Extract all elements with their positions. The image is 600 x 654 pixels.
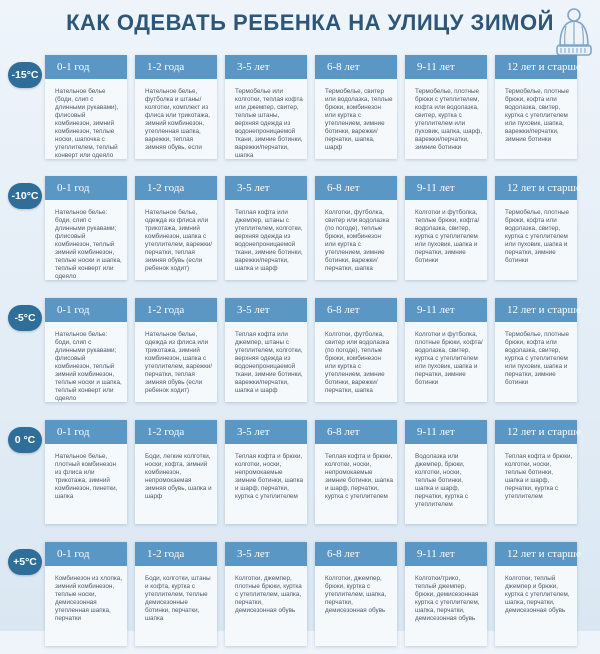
age-group-label: 3-5 лет	[225, 55, 307, 79]
age-card	[495, 420, 581, 524]
age-card	[45, 176, 127, 280]
temperature-row	[0, 55, 600, 167]
temperature-row	[0, 542, 600, 654]
age-group-label: 9-11 лет	[405, 176, 487, 200]
age-group-label: 1-2 года	[135, 298, 217, 322]
age-card	[225, 55, 307, 159]
age-card	[405, 542, 487, 646]
clothing-list: Колготки, футболка, свитер или водолазка (по погоде), теплые брюки, комбинезон или куртка с утеплением, зимние ботинки, варежки/перчатки, шапка	[325, 331, 390, 394]
age-card	[225, 298, 307, 402]
clothing-list: Водолазка или джемпер, брюки, колготки, носки, теплые ботинки, шапка и шарф, перчатки, куртка с утеплителем	[415, 453, 469, 508]
clothing-list: Колготки, футболка, свитер или водолазка (по погоде), теплые брюки, комбинезон или куртка с утеплением, зимние ботинки, варежки/перчатки, шапка	[325, 209, 390, 272]
age-group-label: 0-1 год	[45, 55, 127, 79]
clothing-list: Боди, колготки, штаны и кофта, куртка с утеплителем, теплые демисезонные ботинки, перчатки, шапка	[145, 575, 211, 622]
age-group-label: 1-2 года	[135, 542, 217, 566]
age-card	[225, 176, 307, 280]
age-group-label: 1-2 года	[135, 55, 217, 79]
clothing-list: Термобелье, плотные брюки, кофта или водолазка, свитер, куртка с утеплителем или пуховик, шапка, варежки/перчатки, зимние ботинки	[505, 88, 570, 143]
clothing-list: Термобелье или колготки, теплая кофта или джемпер, свитер, теплые штаны, верхняя одежда из водонепроницаемой ткани, зимние ботинки, варежки/перчатки, шапка	[235, 88, 303, 159]
clothing-list: Нательное белье, одежда из флиса или трикотажа, зимний комбинезон, шапка с утеплителем, варежки/перчатки, теплая зимняя обувь (если ребенок ходит)	[145, 209, 213, 272]
age-card	[315, 176, 397, 280]
age-card	[225, 542, 307, 646]
age-card	[495, 298, 581, 402]
clothing-list: Колготки и футболка, плотные брюки, кофта/водолазка, свитер, куртка с утеплителем или пуховик, шапка и перчатки, зимние ботинки	[415, 331, 483, 386]
age-card	[315, 420, 397, 524]
clothing-list: Нательное белье (боди, слип с длинными рукавами), флисовый комбинезон, зимний комбинезон, теплые носки, шапочка с утеплителем, теплый конверт или одеяло	[55, 88, 119, 159]
age-card	[315, 542, 397, 646]
clothing-list: Боди, легкие колготки, носки, кофта, зимний комбинезон, непромокаемая зимняя обувь, шапка и шарф	[145, 453, 212, 500]
age-card	[135, 176, 217, 280]
age-group-label: 12 лет и старше	[495, 55, 577, 79]
age-group-label: 0-1 год	[45, 542, 127, 566]
age-card	[45, 298, 127, 402]
age-card	[45, 420, 127, 524]
temperature-badge: -10°C	[8, 183, 42, 209]
temperature-row	[0, 176, 600, 288]
age-card	[315, 298, 397, 402]
clothing-list: Нательное белье, футболка и штаны/колготки, комплект из флиса или трикотажа, зимний комбинезон, утепленная шапка, варежки, теплая зимняя обувь, если	[145, 88, 210, 151]
age-group-label: 9-11 лет	[405, 298, 487, 322]
clothing-list: Колготки, теплый джемпер и брюки, куртка с утеплителем, шапка, перчатки, демисезонная обувь	[505, 575, 570, 614]
age-card	[495, 542, 581, 646]
clothing-list: Теплая кофта и брюки, колготки, носки, теплые ботинки, шапка и шарф, перчатки, куртка с утеплителем	[505, 453, 573, 500]
age-group-label: 0-1 год	[45, 176, 127, 200]
age-group-label: 12 лет и старше	[495, 542, 577, 566]
clothing-list: Колготки/трико, теплый джемпер, брюки, демисезонная куртка с утеплителем, шапка, перчатки, демисезонная обувь	[415, 575, 480, 622]
age-group-label: 12 лет и старше	[495, 176, 577, 200]
age-card	[495, 176, 581, 280]
age-group-label: 6-8 лет	[315, 176, 397, 200]
age-card	[405, 176, 487, 280]
age-group-label: 3-5 лет	[225, 298, 307, 322]
clothing-list: Термобелье, плотные брюки с утеплителем, кофта или водолазка, свитер, куртка с утеплителем или пуховик, шапка, шарф, варежки/перчатки, зимние ботинки	[415, 88, 483, 151]
clothing-list: Теплая кофта или джемпер, штаны с утеплителем, колготки, верхняя одежда из водонепроницаемой ткани, зимние ботинки, варежки/перчатки, шапка и шарф	[235, 209, 303, 272]
clothing-list: Колготки, джемпер, плотные брюки, куртка с утеплителем, шапка, перчатки, демисезонная обувь	[235, 575, 302, 614]
temperature-badge: -15°C	[8, 62, 42, 88]
age-group-label: 1-2 года	[135, 176, 217, 200]
clothing-list: Теплая кофта и брюки, колготки, носки, непромокаемые зимние ботинки, шапка и шарф, перчатки, куртка с утеплителем	[325, 453, 393, 500]
age-group-label: 3-5 лет	[225, 176, 307, 200]
temperature-badge: -5°C	[8, 305, 42, 331]
clothing-list: Термобелье, свитер или водолазка, теплые брюки, комбинезон или куртка с утеплением, зимние ботинки, варежки/перчатки, шапка, шарф	[325, 88, 393, 151]
age-group-label: 6-8 лет	[315, 298, 397, 322]
temperature-row	[0, 298, 600, 410]
temperature-row	[0, 420, 600, 532]
age-group-label: 6-8 лет	[315, 55, 397, 79]
age-card	[225, 420, 307, 524]
age-group-label: 6-8 лет	[315, 542, 397, 566]
clothing-list: Нательное белье, одежда из флиса или трикотажа, зимний комбинезон, шапка с утеплителем, варежки/перчатки, теплая зимняя обувь (если ребенок ходит)	[145, 331, 213, 394]
age-group-label: 3-5 лет	[225, 420, 307, 444]
clothing-list: Колготки и футболка, теплые брюки, кофта/водолазка, свитер, куртка с утеплителем или пуховик, шапка и перчатки, зимние ботинки	[415, 209, 480, 264]
age-group-label: 6-8 лет	[315, 420, 397, 444]
age-group-label: 0-1 год	[45, 298, 127, 322]
age-card	[405, 55, 487, 159]
clothing-list: Теплая кофта или джемпер, штаны с утеплителем, колготки, верхняя одежда из водонепроницаемой ткани, зимние ботинки, варежки/перчатки, шапка и шарф	[235, 331, 303, 394]
page-title: КАК ОДЕВАТЬ РЕБЕНКА НА УЛИЦУ ЗИМОЙ	[66, 10, 554, 35]
age-card	[315, 55, 397, 159]
age-group-label: 12 лет и старше	[495, 298, 577, 322]
temperature-badge: +5°C	[8, 549, 42, 575]
age-card	[495, 55, 581, 159]
clothing-list: Нательное белье: боди, слип с длинными рукавами; флисовый комбинезон, теплый зимний комбинезон, теплые носки и шапка, теплый конверт или одеяло	[55, 331, 122, 402]
clothing-list: Колготки, джемпер, брюки, куртка с утеплителем, шапка, перчатки, демисезонная обувь	[325, 575, 387, 614]
age-card	[405, 298, 487, 402]
age-card	[135, 420, 217, 524]
clothing-list: Термобелье, плотные брюки, кофта или водолазка, свитер, куртка с утеплителем или пуховик, шапка и перчатки, зимние ботинки	[505, 331, 570, 386]
age-card	[135, 55, 217, 159]
age-group-label: 12 лет и старше	[495, 420, 577, 444]
temperature-badge: 0 °C	[8, 427, 42, 453]
age-group-label: 9-11 лет	[405, 55, 487, 79]
clothing-list: Нательное белье: боди, слип с длинными рукавами; флисовый комбинезон, теплый зимний комбинезон, теплые носки и шапка, теплый конверт или одеяло	[55, 209, 122, 280]
clothing-list: Теплая кофта и брюки, колготки, носки, непромокаемые зимние ботинки, шапка и шарф, перчатки, куртка с утеплителем	[235, 453, 303, 500]
knitted-hat-icon	[552, 8, 596, 58]
clothing-list: Комбинезон из хлопка, зимний комбинезон, теплые носки, демисезонная утепленная шапка, перчатки	[55, 575, 123, 622]
age-group-label: 0-1 год	[45, 420, 127, 444]
age-card	[405, 420, 487, 524]
age-card	[135, 298, 217, 402]
clothing-list: Нательное белье, плотный комбинезон из флиса или трикотажа, зимний комбинезон, пинетки, шапка	[55, 453, 118, 500]
age-card	[135, 542, 217, 646]
age-card	[45, 542, 127, 646]
age-group-label: 9-11 лет	[405, 420, 487, 444]
age-card	[45, 55, 127, 159]
age-group-label: 1-2 года	[135, 420, 217, 444]
age-group-label: 3-5 лет	[225, 542, 307, 566]
clothing-list: Термобелье, плотные брюки, кофта или водолазка, свитер, куртка с утеплителем или пуховик, шапка и перчатки, зимние ботинки	[505, 209, 570, 264]
age-group-label: 9-11 лет	[405, 542, 487, 566]
